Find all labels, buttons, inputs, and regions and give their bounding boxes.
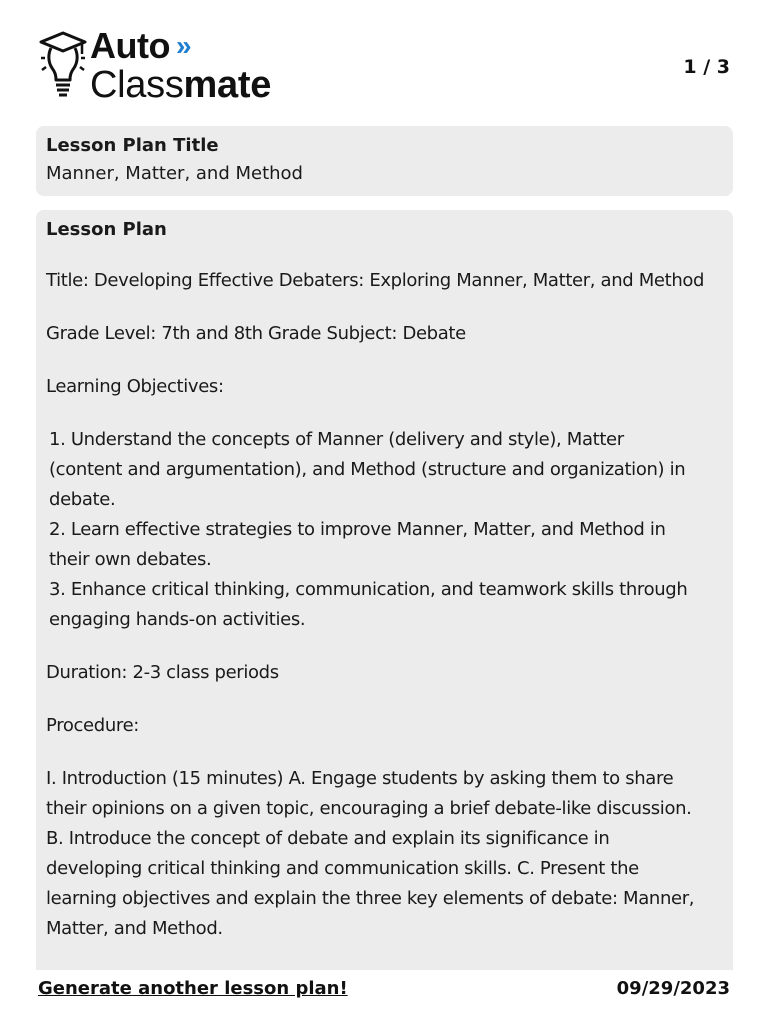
auto-classmate-logo[interactable]: [38, 25, 298, 106]
plan-title-line: Title: Developing Effective Debaters: Exploring Manner, Matter, and Method: [46, 270, 705, 291]
lesson-plan-card: [36, 210, 733, 970]
page-footer: [38, 978, 732, 1008]
procedure-line: B. Introduce the concept of debate and explain its significance in: [46, 828, 610, 849]
objectives-heading: Learning Objectives:: [46, 376, 224, 397]
procedure-line: Matter, and Method.: [46, 918, 223, 939]
list-item: debate.: [49, 489, 116, 510]
footer-date: 09/29/2023: [616, 978, 730, 999]
procedure-line: learning objectives and explain the three key elements of debate: Manner,: [46, 888, 695, 909]
generate-another-link[interactable]: Generate another lesson plan!: [38, 978, 348, 999]
grade-level-line: Grade Level: 7th and 8th Grade Subject: Debate: [46, 323, 466, 344]
graduation-bulb-icon: [38, 30, 88, 102]
lesson-title-value: Manner, Matter, and Method: [46, 163, 303, 184]
list-item: 2. Learn effective strategies to improve Manner, Matter, and Method in: [49, 519, 666, 540]
procedure-line: I. Introduction (15 minutes) A. Engage students by asking them to share: [46, 768, 674, 789]
list-item: (content and argumentation), and Method (structure and organization) in: [49, 459, 686, 480]
lesson-title-label: Lesson Plan Title: [46, 135, 219, 156]
list-item: 1. Understand the concepts of Manner (delivery and style), Matter: [49, 429, 624, 450]
logo-auto-text: Auto »: [90, 25, 192, 66]
logo-classmate-text: Classmate: [90, 64, 272, 106]
page-indicator: 1 / 3: [683, 56, 730, 78]
lesson-title-card: [36, 126, 733, 196]
double-chevron-icon: »: [175, 30, 192, 61]
duration-line: Duration: 2-3 class periods: [46, 662, 279, 683]
objectives-list: [46, 425, 723, 635]
procedure-heading: Procedure:: [46, 715, 140, 736]
list-item: 3. Enhance critical thinking, communication, and teamwork skills through: [49, 579, 688, 600]
list-item: their own debates.: [49, 549, 212, 570]
list-item: engaging hands-on activities.: [49, 609, 306, 630]
lesson-plan-label: Lesson Plan: [46, 219, 167, 240]
page-header: [38, 25, 732, 106]
procedure-line: their opinions on a given topic, encouraging a brief debate-like discussion.: [46, 798, 692, 819]
procedure-text: [46, 764, 723, 944]
procedure-line: developing critical thinking and communication skills. C. Present the: [46, 858, 639, 879]
